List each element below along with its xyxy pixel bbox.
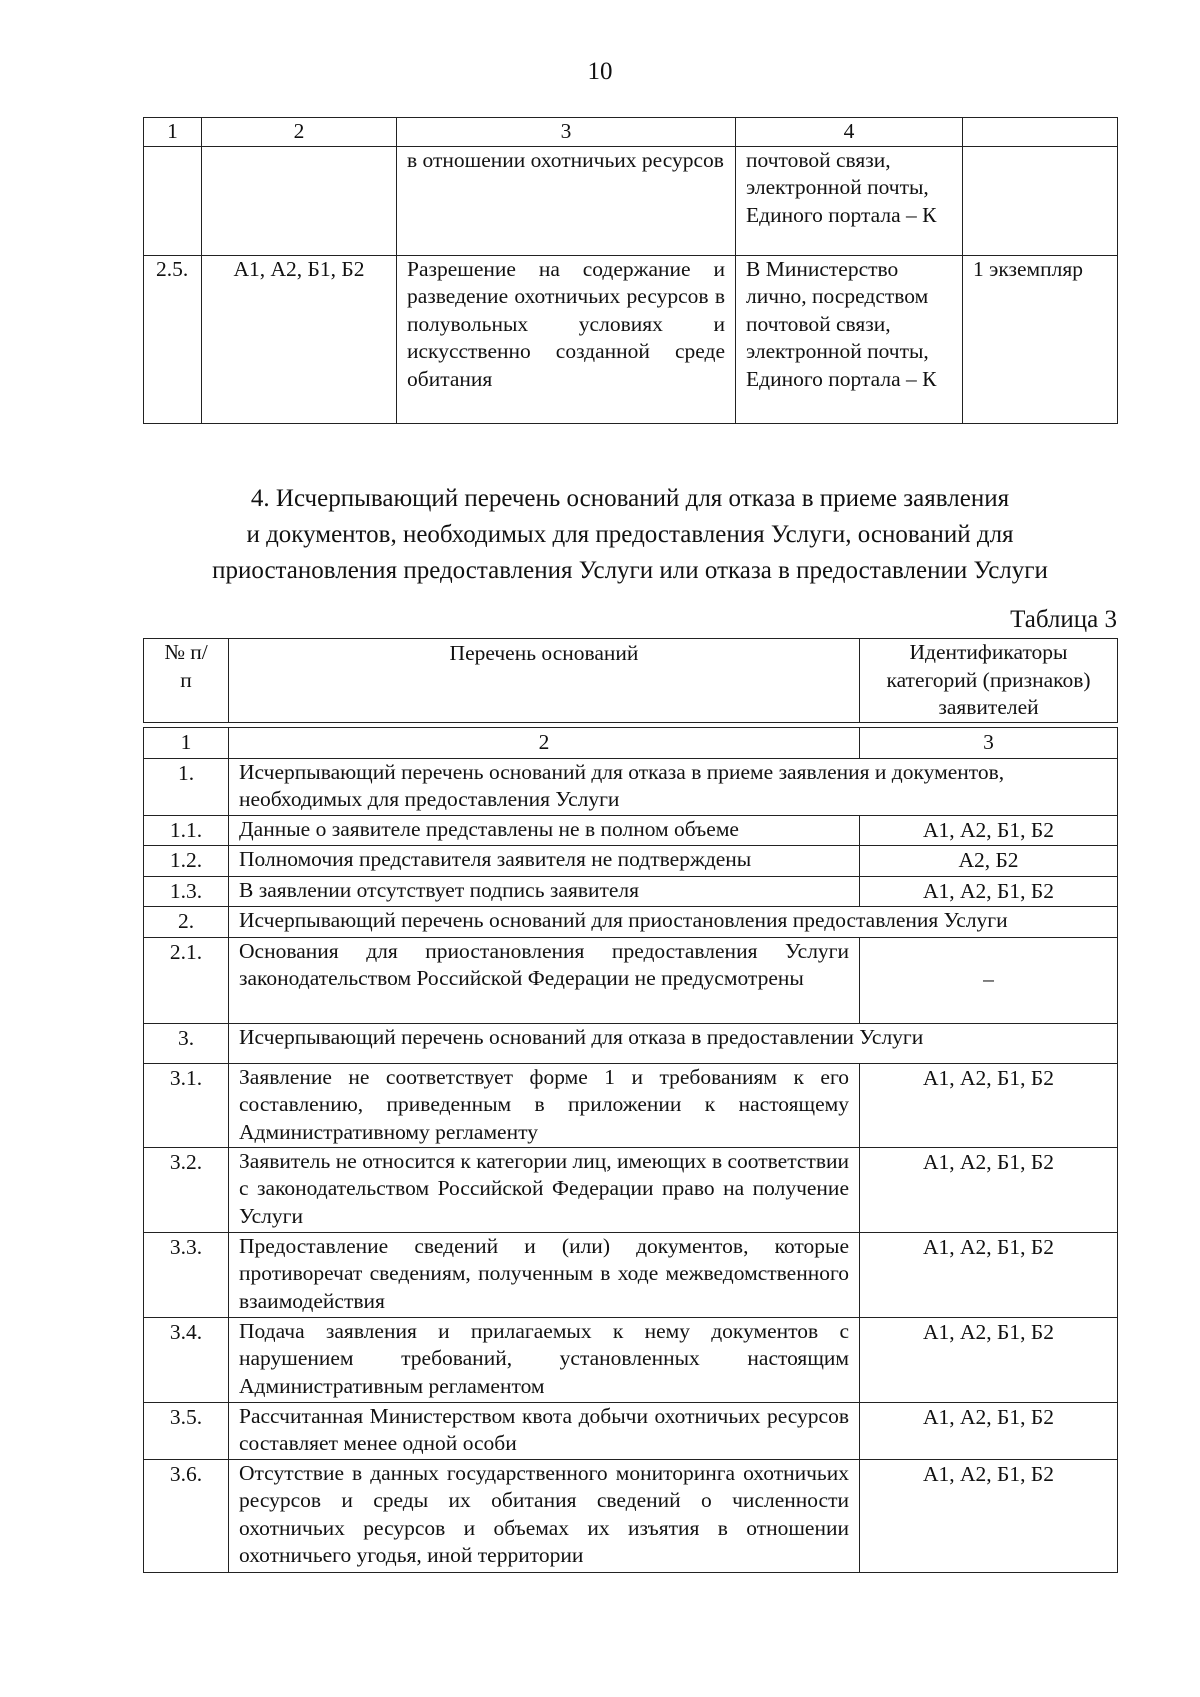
column-number: 2 xyxy=(229,728,860,759)
column-number: 1 xyxy=(144,118,202,147)
table3-header xyxy=(143,638,1118,723)
ground-text: Предоставление сведений и (или) документов, которые противоречат сведениям, полученным в ходе межведомственного взаимодействия xyxy=(229,1232,860,1317)
table-row xyxy=(144,846,1118,877)
section-title: Исчерпывающий перечень оснований для отказа в предоставлении Услуги xyxy=(229,1023,1118,1063)
row-number: 2. xyxy=(144,907,229,938)
column-number xyxy=(963,118,1118,147)
column-number: 4 xyxy=(736,118,963,147)
row-number: 1.2. xyxy=(144,846,229,877)
row-number: 3. xyxy=(144,1023,229,1063)
copies: 1 экземпляр xyxy=(963,255,1118,423)
table-row xyxy=(144,937,1118,1023)
row-number: 1.1. xyxy=(144,815,229,846)
row-number: 3.5. xyxy=(144,1402,229,1459)
row-number: 3.2. xyxy=(144,1147,229,1232)
header-grounds: Перечень оснований xyxy=(229,639,860,723)
table3 xyxy=(143,727,1118,1573)
row-number: 2.5. xyxy=(144,255,202,423)
applicant-ids: – xyxy=(860,937,1118,1023)
applicant-ids xyxy=(202,146,397,255)
applicant-ids: А1, А2, Б1, Б2 xyxy=(860,1147,1118,1232)
row-number: 3.3. xyxy=(144,1232,229,1317)
row-number: 1. xyxy=(144,758,229,815)
applicant-ids: А1, А2, Б1, Б2 xyxy=(860,1232,1118,1317)
applicant-ids: А1, А2, Б1, Б2 xyxy=(860,1317,1118,1402)
ground-text: Подача заявления и прилагаемых к нему документов с нарушением требований, установленных настоящим Административным регламентом xyxy=(229,1317,860,1402)
submission-method: почтовой связи, электронной почты, Единого портала – К xyxy=(736,146,963,255)
header-ids: Идентификаторы категорий (признаков) заявителей xyxy=(860,639,1118,723)
section-heading xyxy=(100,481,1160,589)
table-row xyxy=(144,146,1118,255)
page-number: 10 xyxy=(587,58,613,85)
ground-text: Рассчитанная Министерством квота добычи охотничьих ресурсов составляет менее одной особи xyxy=(229,1402,860,1459)
ground-text: Полномочия представителя заявителя не подтверждены xyxy=(229,846,860,877)
ground-text: Заявление не соответствует форме 1 и требованиям к его составлению, приведенным в приложении к настоящему Административному регламенту xyxy=(229,1063,860,1147)
applicant-ids: А1, А2, Б1, Б2 xyxy=(202,255,397,423)
column-number: 3 xyxy=(397,118,736,147)
heading-line: 4. Исчерпывающий перечень оснований для отказа в приеме заявления xyxy=(250,485,1010,512)
section-title: Исчерпывающий перечень оснований для приостановления предоставления Услуги xyxy=(229,907,1118,938)
copies xyxy=(963,146,1118,255)
applicant-ids: А1, А2, Б1, Б2 xyxy=(860,1459,1118,1572)
ground-text: Отсутствие в данных государственного мониторинга охотничьих ресурсов и среды их обитания сведений о численности охотничьих ресурсов и объемах их изъятия в отношении охотничьего угодья, иной территории xyxy=(229,1459,860,1572)
row-number: 3.6. xyxy=(144,1459,229,1572)
ground-text: Основания для приостановления предоставления Услуги законодательством Российской Федерации не предусмотрены xyxy=(229,937,860,1023)
row-number: 3.4. xyxy=(144,1317,229,1402)
table-row xyxy=(144,1147,1118,1232)
table-caption: Таблица 3 xyxy=(1010,606,1117,633)
document-name: Разрешение на содержание и разведение охотничьих ресурсов в полувольных условиях и искусственно созданной среде обитания xyxy=(397,255,736,423)
heading-line: и документов, необходимых для предоставления Услуги, оснований для xyxy=(246,521,1014,548)
document-name: в отношении охотничьих ресурсов xyxy=(397,146,736,255)
table-row xyxy=(144,1459,1118,1572)
column-number-row xyxy=(144,728,1118,759)
ground-text: В заявлении отсутствует подпись заявителя xyxy=(229,876,860,907)
row-number: 1.3. xyxy=(144,876,229,907)
header-no: № п/п xyxy=(144,639,229,723)
row-number: 2.1. xyxy=(144,937,229,1023)
section-title: Исчерпывающий перечень оснований для отказа в приеме заявления и документов, необходимых для предоставления Услуги xyxy=(229,758,1118,815)
table-row xyxy=(144,1232,1118,1317)
applicant-ids: А1, А2, Б1, Б2 xyxy=(860,1402,1118,1459)
column-number: 1 xyxy=(144,728,229,759)
section-row xyxy=(144,907,1118,938)
applicant-ids: А2, Б2 xyxy=(860,846,1118,877)
section-row xyxy=(144,758,1118,815)
table-row xyxy=(144,1402,1118,1459)
column-number: 2 xyxy=(202,118,397,147)
section-row xyxy=(144,1023,1118,1063)
column-number: 3 xyxy=(860,728,1118,759)
top-table xyxy=(143,117,1118,424)
table-row xyxy=(144,1063,1118,1147)
row-number xyxy=(144,146,202,255)
column-number-row xyxy=(144,118,1118,147)
applicant-ids: А1, А2, Б1, Б2 xyxy=(860,1063,1118,1147)
ground-text: Заявитель не относится к категории лиц, имеющих в соответствии с законодательством Российской Федерации право на получение Услуги xyxy=(229,1147,860,1232)
row-number: 3.1. xyxy=(144,1063,229,1147)
applicant-ids: А1, А2, Б1, Б2 xyxy=(860,876,1118,907)
applicant-ids: А1, А2, Б1, Б2 xyxy=(860,815,1118,846)
heading-line: приостановления предоставления Услуги или отказа в предоставлении Услуги xyxy=(212,557,1048,584)
table-row xyxy=(144,815,1118,846)
submission-method: В Министерство лично, посредством почтовой связи, электронной почты, Единого портала – К xyxy=(736,255,963,423)
table-row xyxy=(144,1317,1118,1402)
table-row xyxy=(144,876,1118,907)
table-row xyxy=(144,255,1118,423)
ground-text: Данные о заявителе представлены не в полном объеме xyxy=(229,815,860,846)
